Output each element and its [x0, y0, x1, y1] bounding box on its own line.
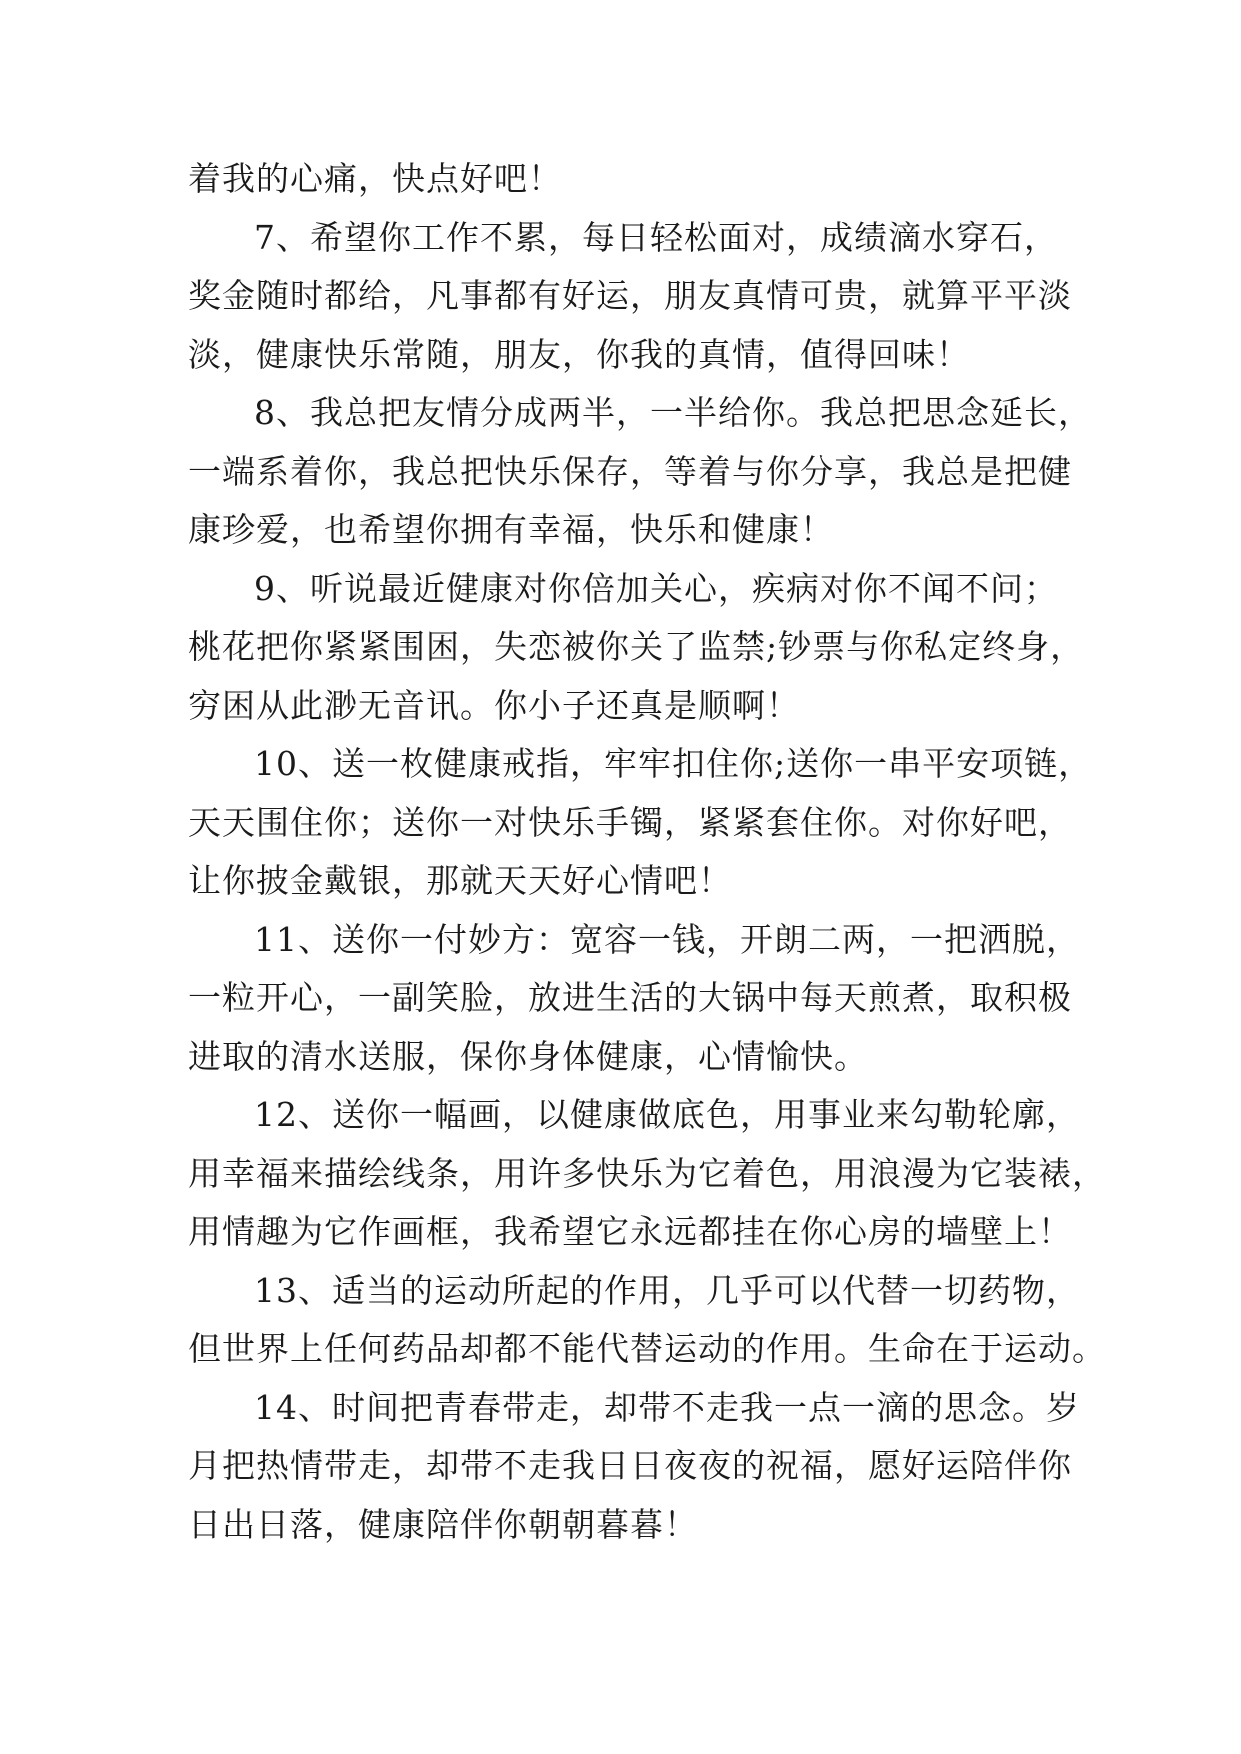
text-line: 一端系着你，我总把快乐保存，等着与你分享，我总是把健: [188, 451, 1072, 491]
text-line: 康珍爱，也希望你拥有幸福，快乐和健康！: [188, 510, 834, 549]
document-body: [188, 150, 1106, 1554]
text-line: 奖金随时都给，凡事都有好运，朋友真情可贵，就算平平淡: [188, 276, 1072, 315]
text-line: 桃花把你紧紧围困，失恋被你关了监禁;钞票与你私定终身，: [188, 627, 1085, 666]
paragraph-7-line-1: 7、希望你工作不累，每日轻松面对，成绩滴水穿石，: [254, 217, 1058, 257]
text-line: 天天围住你；送你一对快乐手镯，紧紧套住你。对你好吧，: [188, 802, 1072, 842]
text-line: 穷困从此渺无音讯。你小子还真是顺啊！: [188, 685, 800, 725]
paragraph-9-line-1: 9、听说最近健康对你倍加关心，疾病对你不闻不问；: [254, 568, 1058, 608]
paragraph-11-line-1: 11、送你一付妙方：宽容一钱，开朗二两，一把洒脱，: [254, 919, 1080, 959]
text-line: 进取的清水送服，保你身体健康，心情愉快。: [188, 1036, 868, 1076]
text-line: 用幸福来描绘线条，用许多快乐为它着色，用浪漫为它装裱，: [188, 1153, 1106, 1193]
text-line: 一粒开心，一副笑脸，放进生活的大锅中每天煎煮，取积极: [188, 978, 1072, 1017]
paragraph-13-line-1: 13、适当的运动所起的作用，几乎可以代替一切药物，: [254, 1270, 1080, 1310]
paragraph-10-line-1: 10、送一枚健康戒指，牢牢扣住你;送你一串平安项链，: [254, 744, 1093, 783]
paragraph-14-line-1: 14、时间把青春带走，却带不走我一点一滴的思念。岁: [254, 1387, 1080, 1427]
text-line: 淡，健康快乐常随，朋友，你我的真情，值得回味！: [188, 334, 970, 374]
paragraph-12-line-1: 12、送你一幅画，以健康做底色，用事业来勾勒轮廓，: [254, 1095, 1080, 1134]
text-line: 让你披金戴银，那就天天好心情吧！: [188, 861, 732, 900]
text-line: 日出日落，健康陪伴你朝朝暮暮！: [188, 1504, 698, 1544]
text-line: 着我的心痛，快点好吧！: [188, 159, 562, 198]
text-line: 用情趣为它作画框，我希望它永远都挂在你心房的墙壁上！: [188, 1212, 1072, 1251]
text-line: 月把热情带走，却带不走我日日夜夜的祝福，愿好运陪伴你: [188, 1446, 1072, 1485]
paragraph-8-line-1: 8、我总把友情分成两半，一半给你。我总把思念延长，: [254, 393, 1092, 432]
text-line: 但世界上任何药品却都不能代替运动的作用。生命在于运动。: [188, 1329, 1106, 1368]
